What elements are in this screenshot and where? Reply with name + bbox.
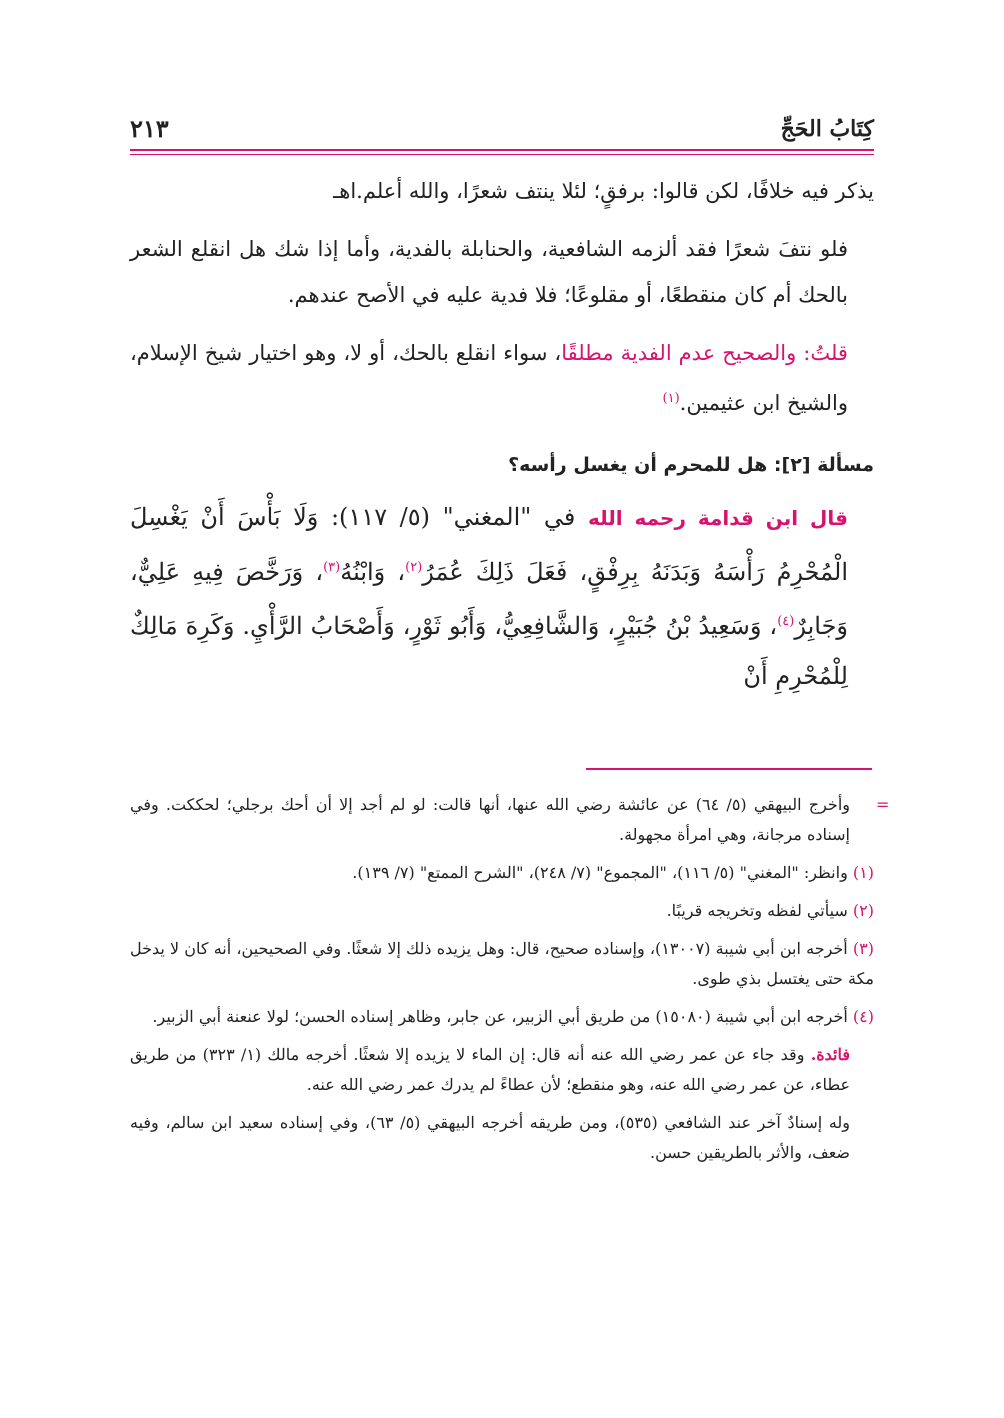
footnote-ref-4[interactable]: (٤) bbox=[777, 614, 795, 629]
footnote-3-text: أخرجه ابن أبي شيبة (١٣٠٠٧)، وإسناده صحيح، قال: وهل يزيده ذلك إلا شعثًا. وفي الصحيحين، أنه كان لا يدخل مكة حتى يغتسل بذي طوى. bbox=[130, 939, 874, 988]
footnote-ref-2[interactable]: (٢) bbox=[405, 560, 423, 575]
quote-author: قال ابن قدامة رحمه الله bbox=[587, 506, 849, 530]
fawaid-text: وقد جاء عن عمر رضي الله عنه أنه قال: إن الماء لا يزيده إلا شعثًا. أخرجه مالك (١/ ٣٢٣) من طريق عطاء، عن عمر رضي الله عنه، وهو منقطع؛ لأن عطاءً لم يدرك عمر رضي الله عنه. bbox=[130, 1045, 850, 1094]
footnote-1 bbox=[130, 858, 874, 888]
footnote-ref-3[interactable]: (٣) bbox=[323, 560, 341, 575]
main-text bbox=[130, 168, 874, 701]
quote-mid-1: ، وَابْنُهُ bbox=[340, 558, 406, 586]
header-rule-bottom bbox=[130, 154, 874, 155]
paragraph-3 bbox=[130, 330, 874, 426]
footnote-2-text: سيأتي لفظه وتخريجه قريبًا. bbox=[666, 901, 848, 920]
footnote-separator bbox=[586, 768, 872, 770]
footnote-3 bbox=[130, 934, 874, 994]
footnote-last: وله إسنادٌ آخر عند الشافعي (٥٣٥)، ومن طريقه أخرجه البيهقي (٥/ ٦٣)، وفي إسناده سعيد ابن سالم، وفيه ضعف، والأثر بالطريقين حسن. bbox=[130, 1113, 851, 1162]
quote-post: ، وَسَعِيدُ بْنُ جُبَيْرٍ، وَالشَّافِعِيُّ، وَأَبُو ثَوْرٍ، وَأَصْحَابُ الرَّأْيِ. وَكَرِهَ مَالِكٌ لِلْمُحْرِمِ أَنْ bbox=[130, 612, 848, 690]
continuation-mark: = bbox=[876, 795, 890, 814]
fawaid-label: فائدة. bbox=[810, 1045, 851, 1064]
page-number: ٢١٣ bbox=[130, 114, 169, 143]
paragraph-3-text: ، سواء انقلع بالحك، أو لا، وهو اختيار شيخ الإسلام، والشيخ ابن عثيمين. bbox=[130, 341, 848, 415]
heading-label: مسألة [٢]: bbox=[773, 454, 874, 476]
footnote-2-number: (٢) bbox=[852, 901, 874, 920]
quote-pre: في "المغني" (٥/ ١١٧): وَلَا بَأْسَ أَنْ يَغْسِلَ الْمُحْرِمُ رَأْسَهُ وَبَدَنَهُ بِرِفْقٍ، فَعَلَ ذَلِكَ عُمَرُ bbox=[130, 503, 849, 586]
footnotes bbox=[130, 790, 874, 1176]
footnote-4 bbox=[130, 1002, 874, 1032]
section-heading bbox=[130, 448, 874, 482]
page-header bbox=[130, 112, 874, 148]
footnote-ref-1[interactable]: (١) bbox=[662, 391, 680, 406]
qultu-label: قلتُ: والصحيح عدم الفدية مطلقًا bbox=[561, 341, 848, 365]
paragraph-1: يذكر فيه خلافًا، لكن قالوا: برفقٍ؛ لئلا ينتف شعرًا، والله أعلم.اهـ bbox=[333, 179, 874, 203]
footnote-2 bbox=[130, 896, 874, 926]
footnote-3-number: (٣) bbox=[852, 939, 875, 958]
footnote-4-number: (٤) bbox=[852, 1007, 874, 1026]
fawaid-note bbox=[130, 1040, 874, 1100]
paragraph-2: فلو نتفَ شعرًا فقد ألزمه الشافعية، والحنابلة بالفدية، وأما إذا شك هل انقلع الشعر بالحك أم كان منقطعًا، أو مقلوعًا؛ فلا فدية عليه في الأصح عندهم. bbox=[130, 237, 848, 307]
footnote-1-number: (١) bbox=[852, 863, 874, 882]
footnote-4-text: أخرجه ابن أبي شيبة (١٥٠٨٠) من طريق أبي الزبير، عن جابر، وظاهر إسناده الحسن؛ لولا عنعنة أبي الزبير. bbox=[152, 1007, 848, 1026]
header-rule-top bbox=[130, 149, 874, 151]
heading-text: هل للمحرم أن يغسل رأسه؟ bbox=[508, 454, 768, 476]
footnote-1-text: وانظر: "المغني" (٥/ ١١٦)، "المجموع" (٧/ ٢٤٨)، "الشرح الممتع" (٧/ ١٣٩). bbox=[352, 863, 848, 882]
quote-paragraph bbox=[130, 492, 874, 701]
book-title: كِتَابُ الحَجِّ bbox=[780, 116, 874, 142]
footnote-continuation: وأخرج البيهقي (٥/ ٦٤) عن عائشة رضي الله عنها، أنها قالت: لو لم أجد إلا أن أحك برجلي؛ لحككت. وفي إسناده مرجانة، وهي امرأة مجهولة. bbox=[130, 795, 850, 844]
quote-mid-2: ، وَرَخَّصَ فِيهِ عَلِيٌّ، وَجَابِرٌ bbox=[130, 558, 848, 640]
